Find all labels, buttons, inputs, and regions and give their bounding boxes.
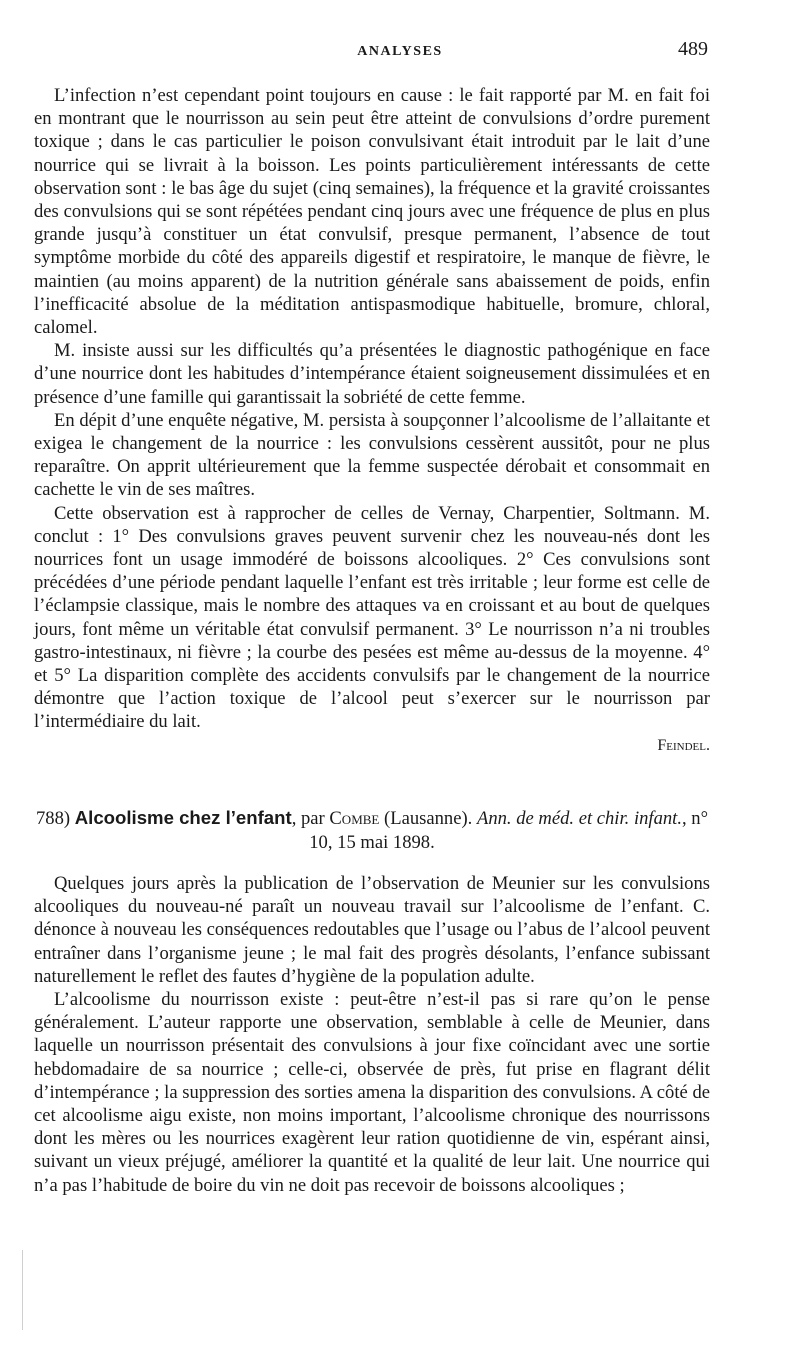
entry-by: , par	[291, 808, 325, 829]
paragraph: Quelques jours après la publication de l’observation de Meunier sur les convulsions alcooliques du nouveau-né paraît un nouveau travail sur l’alcoolisme de l’enfant. C. dénonce à nouveau les conséquences redoutables que l’usage ou l’abus de l’alcool peuvent entraîner dans l’organisme jeune ; le mal fait des progrès désolants, l’enfance subissant naturellement le reflet des fautes d’hygiène de la population adulte.	[34, 873, 710, 987]
paragraph: L’infection n’est cependant point toujours en cause : le fait rapporté par M. en fait foi en montrant que le nourrisson au sein peut être atteint de convulsions d’ordre purement toxique ; dans le cas particulier le poison convulsivant était introduit par le lait d’une nourrice qui se livrait à la boisson. Les points particulièrement intéressants de cette observation sont : le bas âge du sujet (cinq semaines), la fréquence et la gravité croissantes des convulsions qui se sont répétées pendant cinq jours avec une fréquence de plus en plus grande jusqu’à constituer un état convulsif, presque permanent, l’absence de tout symptôme morbide du côté des appareils digestif et respiratoire, le manque de fièvre, le maintien (au moins apparent) de la nutrition générale sans abaissement de poids, enfin l’inefficacité absolue de la méditation antispasmodique habituelle, bromure, chloral, calomel.	[34, 85, 710, 339]
paragraph: Cette observation est à rapprocher de celles de Vernay, Charpentier, Soltmann. M. conclut : 1° Des convulsions graves peuvent survenir chez les nouveau-nés dont les nourrices font un usage immodéré de boissons alcooliques. 2° Ces convulsions sont précédées d’une période pendant laquelle l’enfant est très irritable ; leur forme est celle de l’éclampsie classique, mais le nombre des attaques va en croissant et au bout de quelques jours, font même un véritable état convulsif permanent. 3° Le nourrisson n’a ni troubles gastro-intestinaux, ni fièvre ; la courbe des pesées est même au-dessus de la moyenne. 4° et 5° La disparition complète des accidents convulsifs par le changement de la nourrice démontre que l’action toxique de l’alcool peut s’exercer sur le nourrisson par l’intermédiaire du lait.	[34, 502, 710, 733]
entry-number: 788)	[35, 808, 71, 829]
analysis-section-alcoolisme	[34, 872, 710, 1197]
entry-place: (Lausanne).	[384, 808, 473, 829]
bibliographic-entry	[34, 806, 710, 854]
scan-margin-mark	[22, 1250, 23, 1330]
reviewer-signature: Feindel.	[657, 736, 710, 754]
running-title: ANALYSES	[357, 44, 443, 59]
paragraph: En dépit d’une enquête négative, M. persista à soupçonner l’alcoolisme de l’allaitante et exigea le changement de la nourrice : les convulsions cessèrent aussitôt, pour ne plus reparaître. On apprit ultérieurement que la femme suspectée dérobait et consommait en cachette le vin de ses maîtres.	[34, 409, 710, 501]
entry-author: Combe	[329, 808, 380, 829]
page-number: 489	[678, 38, 708, 60]
paragraph: L’alcoolisme du nourrisson existe : peut-être n’est-il pas si rare qu’on le pense généralement. L’auteur rapporte une observation, semblable à celle de Meunier, dans laquelle un nourrisson présentait des convulsions à jour fixe coïncidant avec une sortie hebdomadaire de sa nourrice ; celle-ci, observée de près, fut prise en flagrant délit d’intempérance ; la suppression des sorties amena la disparition des convulsions. A côté de cet alcoolisme aigu existe, non moins important, l’alcoolisme chronique des nourrissons dont les mères ou les nourrices exagèrent leur ration quotidienne de vin, espérant ainsi, suivant un vieux préjugé, améliorer la quantité et la qualité de leur lait. Une nourrice qui n’a pas l’habitude de boire du vin ne doit pas recevoir de boissons alcooliques ;	[34, 989, 710, 1196]
entry-journal: Ann. de méd. et chir. infant.	[476, 808, 682, 829]
entry-title: Alcoolisme chez l’enfant	[74, 807, 292, 828]
paragraph: M. insiste aussi sur les difficultés qu’a présentées le diagnostic pathogénique en face d’une nourrice dont les habitudes d’intempérance étaient soigneusement dissimulées et en présence d’une famille qui garantissait la sobriété de cette femme.	[34, 340, 710, 408]
entry-details: , n° 10, 15 mai 1898.	[309, 808, 709, 853]
analysis-section-convulsions	[34, 84, 710, 757]
